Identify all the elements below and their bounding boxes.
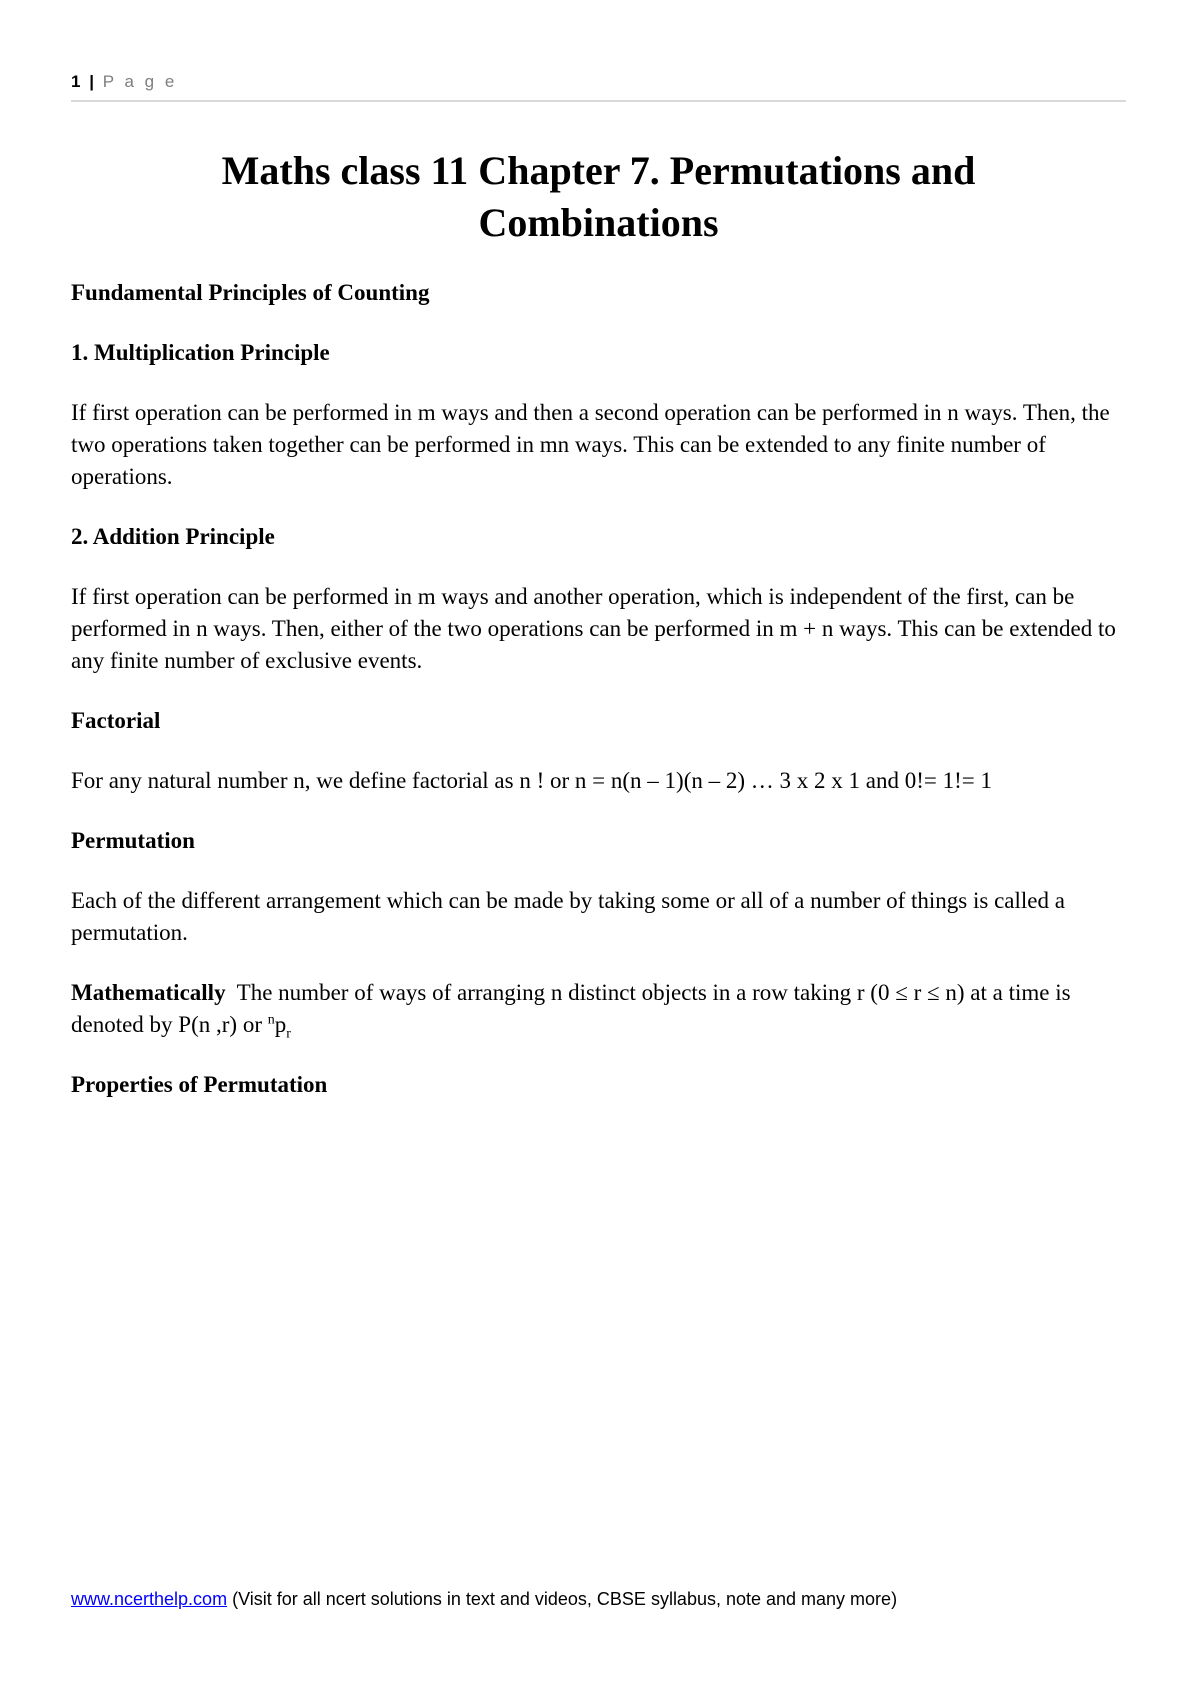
factorial-text: For any natural number n, we define factorial as n ! or n = n(n – 1)(n – 2) … 3 x 2 x 1 and 0!= 1!= 1 (71, 768, 992, 793)
page-header (71, 72, 1126, 102)
page-label: P a g e (102, 72, 178, 91)
factorial-heading: Factorial (71, 708, 161, 733)
header-separator: | (89, 72, 94, 91)
properties-heading: Properties of Permutation (71, 1072, 328, 1097)
addition-heading: 2. Addition Principle (71, 524, 275, 549)
notation-subscript: r (286, 1026, 291, 1042)
fundamental-heading: Fundamental Principles of Counting (71, 280, 430, 305)
notation-superscript: n (267, 1012, 275, 1028)
title-line-1: Maths class 11 Chapter 7. Permutations and (221, 148, 976, 193)
mathematically-label: Mathematically (71, 980, 226, 1005)
page-number: 1 (71, 72, 81, 91)
website-link[interactable]: www.ncerthelp.com (71, 1589, 228, 1609)
mathematically-text: The number of ways of arranging n distinct objects in a row taking r (0 ≤ r ≤ n) at a time is denoted by P(n ,r) or (71, 980, 1071, 1037)
page-footer (71, 1589, 897, 1610)
footer-note: (Visit for all ncert solutions in text and videos, CBSE syllabus, note and many more) (232, 1589, 898, 1609)
permutation-heading: Permutation (71, 828, 195, 853)
document-title (71, 145, 1126, 249)
multiplication-text: If first operation can be performed in m ways and then a second operation can be performed in n ways. Then, the two operations taken together can be performed in mn ways. This can be extended to any finite number of operations. (71, 400, 1110, 489)
multiplication-heading: 1. Multiplication Principle (71, 340, 330, 365)
mathematically-paragraph (71, 977, 1126, 1041)
permutation-text: Each of the different arrangement which can be made by taking some or all of a number of things is called a permutation. (71, 888, 1065, 945)
notation-base: p (274, 1012, 287, 1037)
title-line-2: Combinations (478, 200, 719, 245)
addition-text: If first operation can be performed in m ways and another operation, which is independent of the first, can be performed in n ways. Then, either of the two operations can be performed in m + n ways. This can be extended to any finite number of exclusive events. (71, 584, 1116, 673)
document-body (71, 277, 1126, 1129)
